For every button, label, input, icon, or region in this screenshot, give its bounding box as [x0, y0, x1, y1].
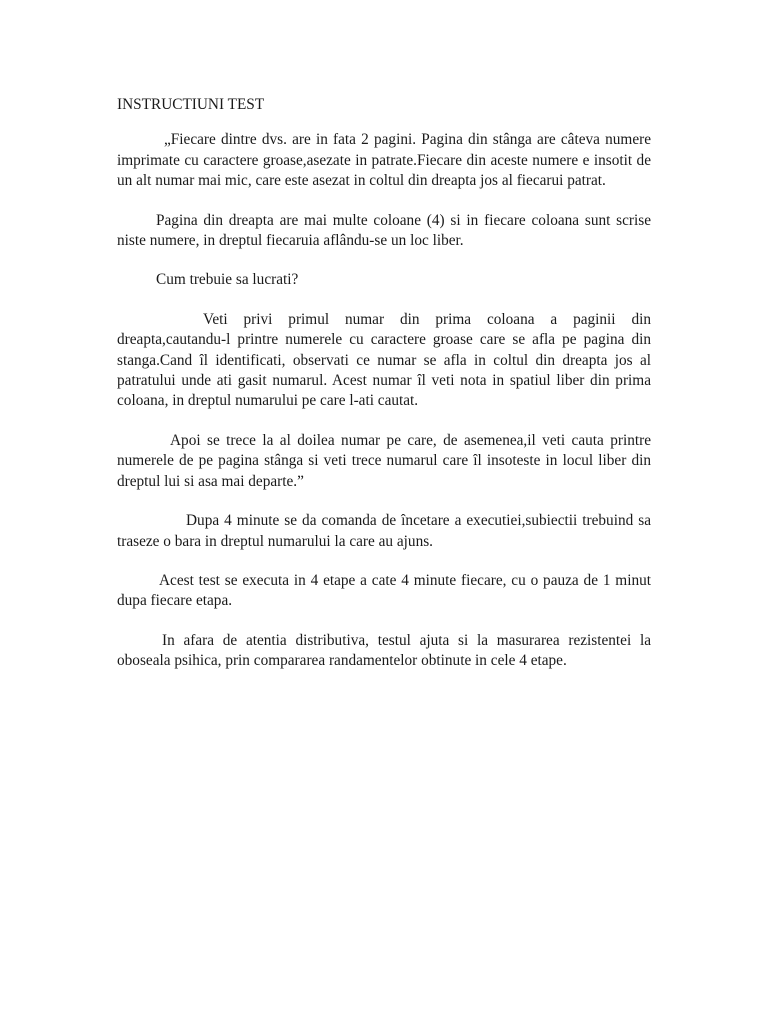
- paragraph-1: „Fiecare dintre dvs. are in fata 2 pagini. Pagina din stânga are câteva numere imprimate cu caractere groase,asezate in patrate.Fiecare din aceste numere e insotit de un alt numar mai mic, care este asezat in coltul din dreapta jos al fiecarui patrat.: [117, 131, 651, 190]
- paragraph-6: Dupa 4 minute se da comanda de încetare a executiei,subiectii trebuind sa traseze o bara in dreptul numarului la care au ajuns.: [117, 512, 651, 550]
- paragraph-4: Veti privi primul numar din prima coloana a paginii din dreapta,cautandu-l printre numerele cu caractere groase care se afla pe pagina din stanga.Cand îl identificati, observati ce numar se afla in coltul din dreapta jos al patratului unde ati gasit numarul. Acest numar îl veti nota in spatiul liber din prima coloana, in dreptul numarului pe care l-ati cautat.: [117, 310, 651, 410]
- document-title: INSTRUCTIUNI TEST: [117, 96, 265, 113]
- paragraph-8: In afara de atentia distributiva, testul ajuta si la masurarea rezistentei la oboseala psihica, prin compararea randamentelor obtinute in cele 4 etape.: [117, 631, 651, 670]
- paragraph-5: Apoi se trece la al doilea numar pe care, de asemenea,il veti cauta printre numerele de pe pagina stânga si veti trece numarul care îl insoteste in locul liber din dreptul lui si asa mai departe.”: [117, 431, 651, 490]
- paragraph-3: Cum trebuie sa lucrati?: [156, 271, 299, 289]
- paragraph-7: Acest test se executa in 4 etape a cate 4 minute fiecare, cu o pauza de 1 minut dupa fiecare etapa.: [117, 571, 651, 610]
- document-body: [117, 95, 651, 691]
- paragraph-2: Pagina din dreapta are mai multe coloane (4) si in fiecare coloana sunt scrise niste numere, in dreptul fiecaruia aflându-se un loc liber.: [117, 211, 651, 250]
